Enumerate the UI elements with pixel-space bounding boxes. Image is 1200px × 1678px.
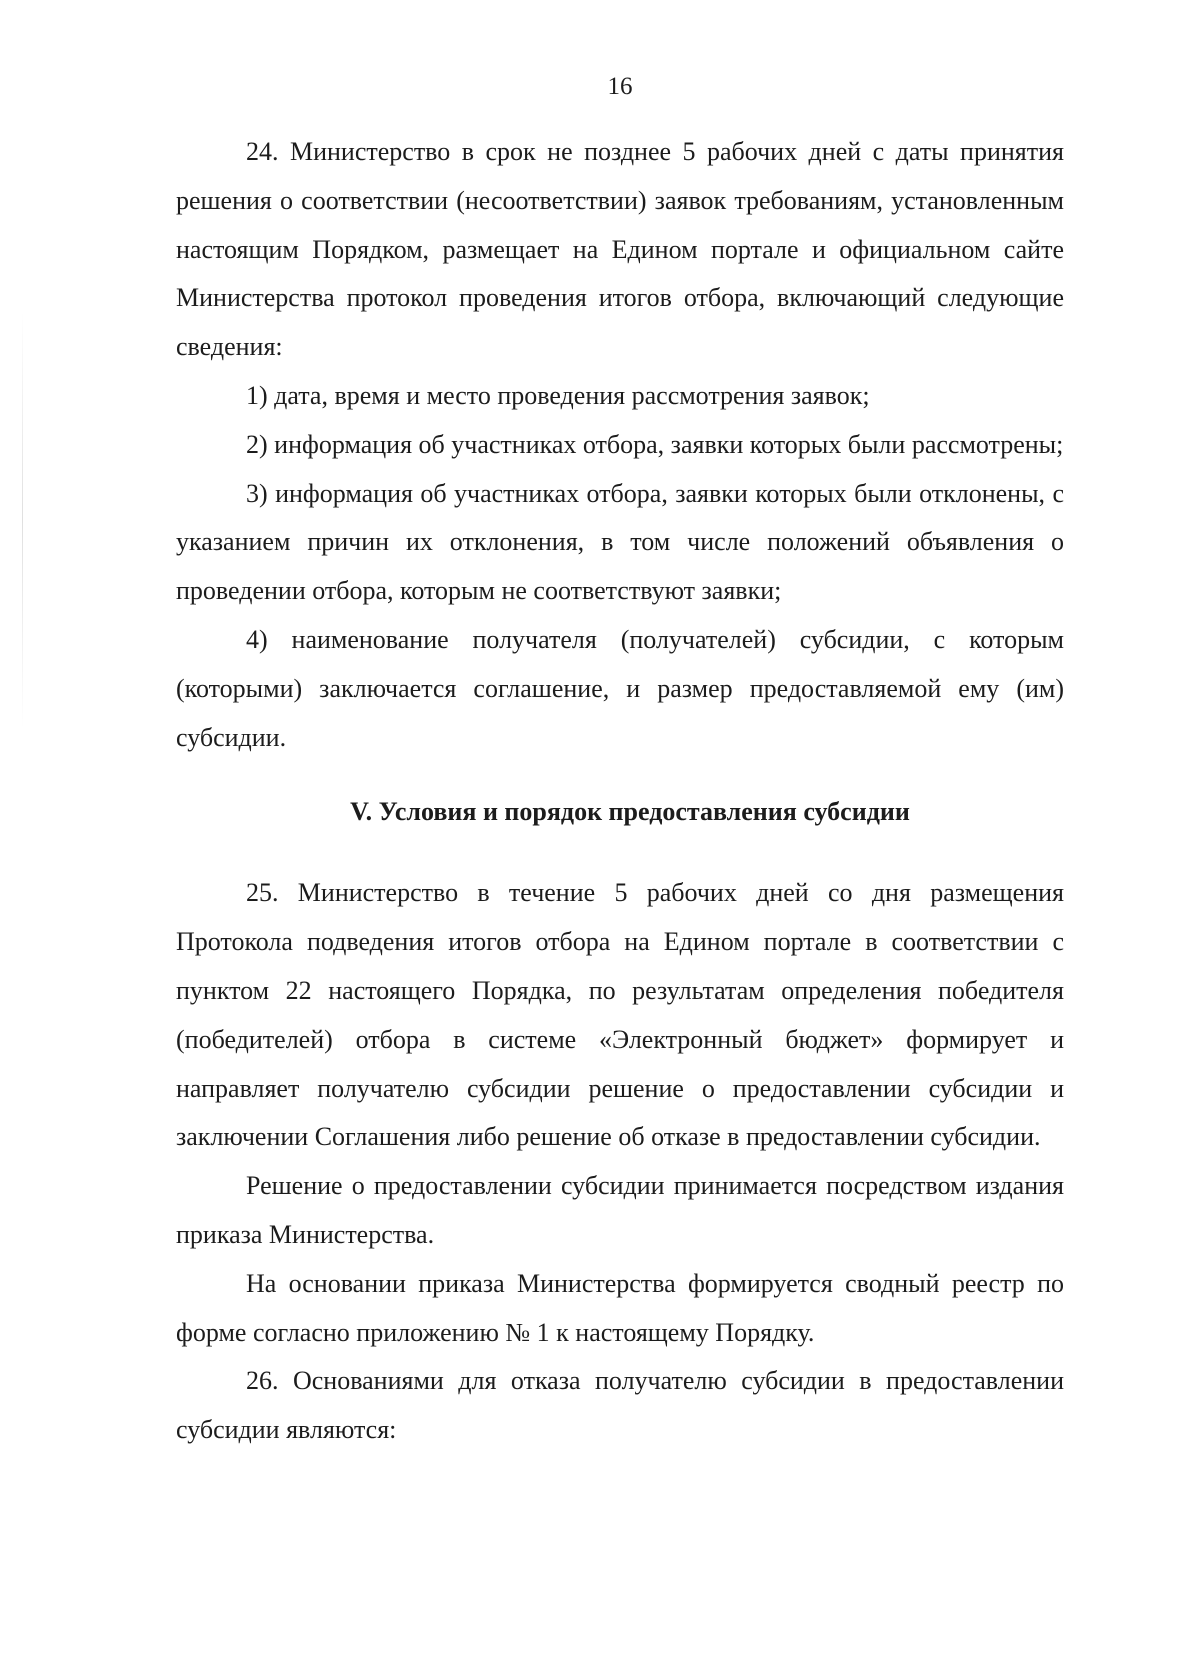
list-item-3: 3) информация об участниках отбора, заявки которых были отклонены, с указанием причин их отклонения, в том числе положений объявления о проведении отбора, которым не соответствуют заявки; — [176, 478, 1064, 606]
section-heading: V. Условия и порядок предоставления субсидии — [350, 797, 910, 827]
paragraph-decision: Решение о предоставлении субсидии принимается посредством издания приказа Министерства. — [176, 1171, 1064, 1249]
list-item-1: 1) дата, время и место проведения рассмотрения заявок; — [246, 380, 870, 410]
paragraph-24: 24. Министерство в срок не позднее 5 рабочих дней с даты принятия решения о соответствии (несоответствии) заявок требованиям, установленным настоящим Порядком, размещает на Едином портале и официальном сайте Министерства протокол проведения итогов отбора, включающий следующие сведения: — [176, 137, 1064, 362]
scan-edge-mark — [22, 310, 23, 730]
document-body — [176, 128, 1064, 1455]
list-item-4: 4) наименование получателя (получателей) субсидии, с которым (которыми) заключается соглашение, и размер предоставляемой ему (им) субсидии. — [176, 624, 1064, 752]
spacer — [176, 762, 1064, 792]
paragraph-26: 26. Основаниями для отказа получателю субсидии в предоставлении субсидии являются: — [176, 1366, 1064, 1445]
list-item-2: 2) информация об участниках отбора, заявки которых были рассмотрены; — [246, 429, 1064, 459]
paragraph-25: 25. Министерство в течение 5 рабочих дней со дня размещения Протокола подведения итогов отбора на Едином портале в соответствии с пунктом 22 настоящего Порядка, по результатам определения победителя (победителей) отбора в системе «Электронный бюджет» формирует и направляет получателю субсидии решение о предоставлении субсидии и заключении Соглашения либо решение об отказе в предоставлении субсидии. — [176, 878, 1064, 1152]
paragraph-registry: На основании приказа Министерства формируется сводный реестр по форме согласно приложению № 1 к настоящему Порядку. — [176, 1268, 1064, 1347]
spacer — [176, 832, 1064, 869]
page-number: 16 — [607, 73, 633, 100]
